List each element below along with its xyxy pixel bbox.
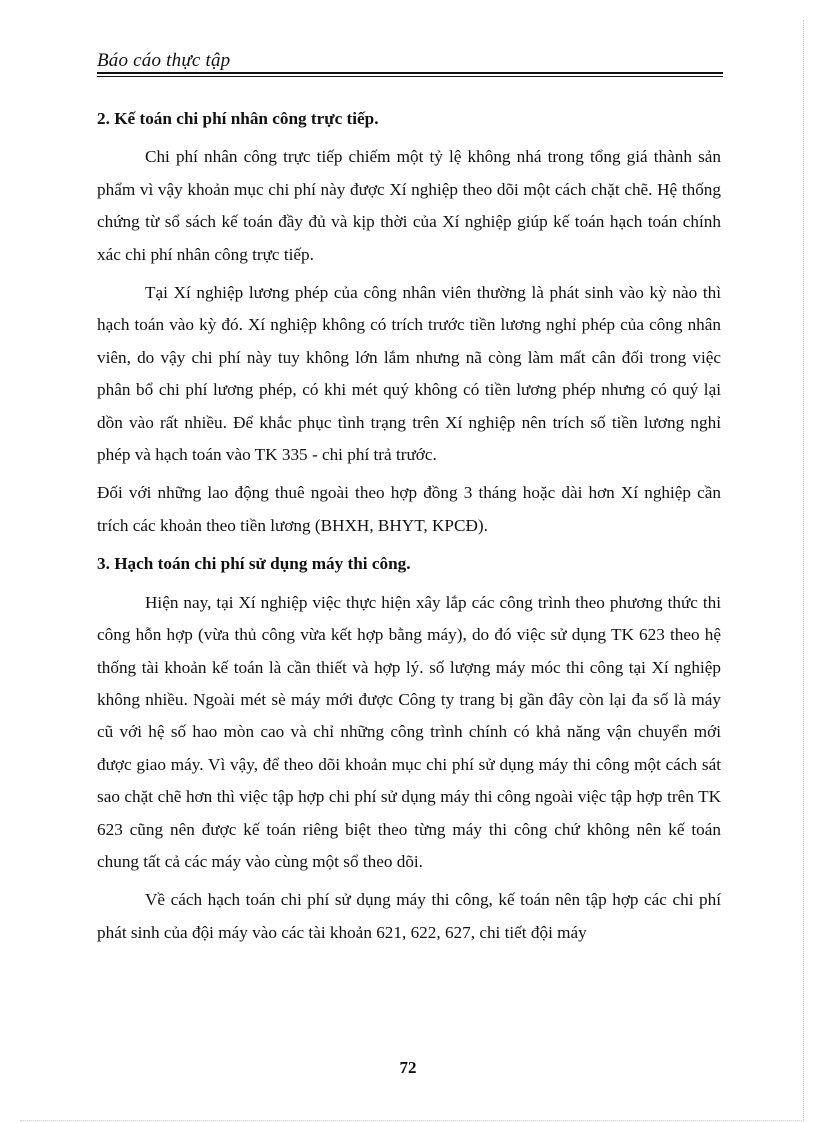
section-heading-3: 3. Hạch toán chi phí sử dụng máy thi công.: [97, 554, 411, 574]
document-body: [97, 103, 721, 949]
page-border-right: [803, 20, 804, 1120]
header-rule-thin: [97, 76, 723, 77]
paragraph: Tại Xí nghiệp lương phép của công nhân viên thường là phát sinh vào kỳ nào thì hạch toán vào kỳ đó. Xí nghiệp không có trích trước tiền lương nghỉ phép của công nhân viên, do vậy chi phí này tuy không lớn lắm nhưng nã còng làm mất cân đối trong việc phân bổ chi phí lương phép, có khi mét quý không có tiền lương phép nhưng có quý lại dồn vào rất nhiều. Để khắc phục tình trạng trên Xí nghiệp nên trích số tiền lương nghỉ phép và hạch toán vào TK 335 - chi phí trả trước.: [97, 283, 721, 465]
header-rule: [97, 72, 723, 74]
section-heading-2: 2. Kế toán chi phí nhân công trực tiếp.: [97, 109, 379, 128]
paragraph: Chi phí nhân công trực tiếp chiếm một tỷ lệ không nhá trong tổng giá thành sản phẩm vì vậy khoản mục chi phí này được Xí nghiệp theo dõi một cách chặt chẽ. Hệ thống chứng từ sổ sách kế toán đầy đủ và kịp thời của Xí nghiệp giúp kế toán hạch toán chính xác chi phí nhân công trực tiếp.: [97, 147, 721, 264]
paragraph: Đối với những lao động thuê ngoài theo hợp đồng 3 tháng hoặc dài hơn Xí nghiệp cần trích các khoản theo tiền lương (BHXH, BHYT, KPCĐ).: [97, 483, 721, 535]
page-number: 72: [399, 1058, 417, 1077]
page-header: [97, 50, 723, 77]
paragraph: Về cách hạch toán chi phí sử dụng máy thi công, kế toán nên tập hợp các chi phí phát sinh của đội máy vào các tài khoản 621, 622, 627, chi tiết đội máy: [97, 890, 721, 942]
header-title: Báo cáo thực tập: [97, 50, 231, 71]
page-border-bottom: [20, 1120, 804, 1121]
paragraph: Hiện nay, tại Xí nghiệp việc thực hiện xây lắp các công trình theo phương thức thi công hỗn hợp (vừa thủ công vừa kết hợp bằng máy), do đó việc sử dụng TK 623 theo hệ thống tài khoản kế toán là cần thiết và hợp lý. số lượng máy móc thi công tại Xí nghiệp không nhiều. Ngoài mét sè máy mới được Công ty trang bị gần đây còn lại đa số là máy cũ với hệ số hao mòn cao và chỉ những công trình chính có khả năng vận chuyển mới được giao máy. Vì vậy, để theo dõi khoản mục chi phí sử dụng máy thi công một cách sát sao chặt chẽ hơn thì việc tập hợp chi phí sử dụng máy thi công ngoài việc tập hợp trên TK 623 cũng nên được kế toán riêng biệt theo từng máy thi công chứ không nên kế toán chung tất cả các máy vào cùng một sổ theo dõi.: [97, 592, 721, 871]
